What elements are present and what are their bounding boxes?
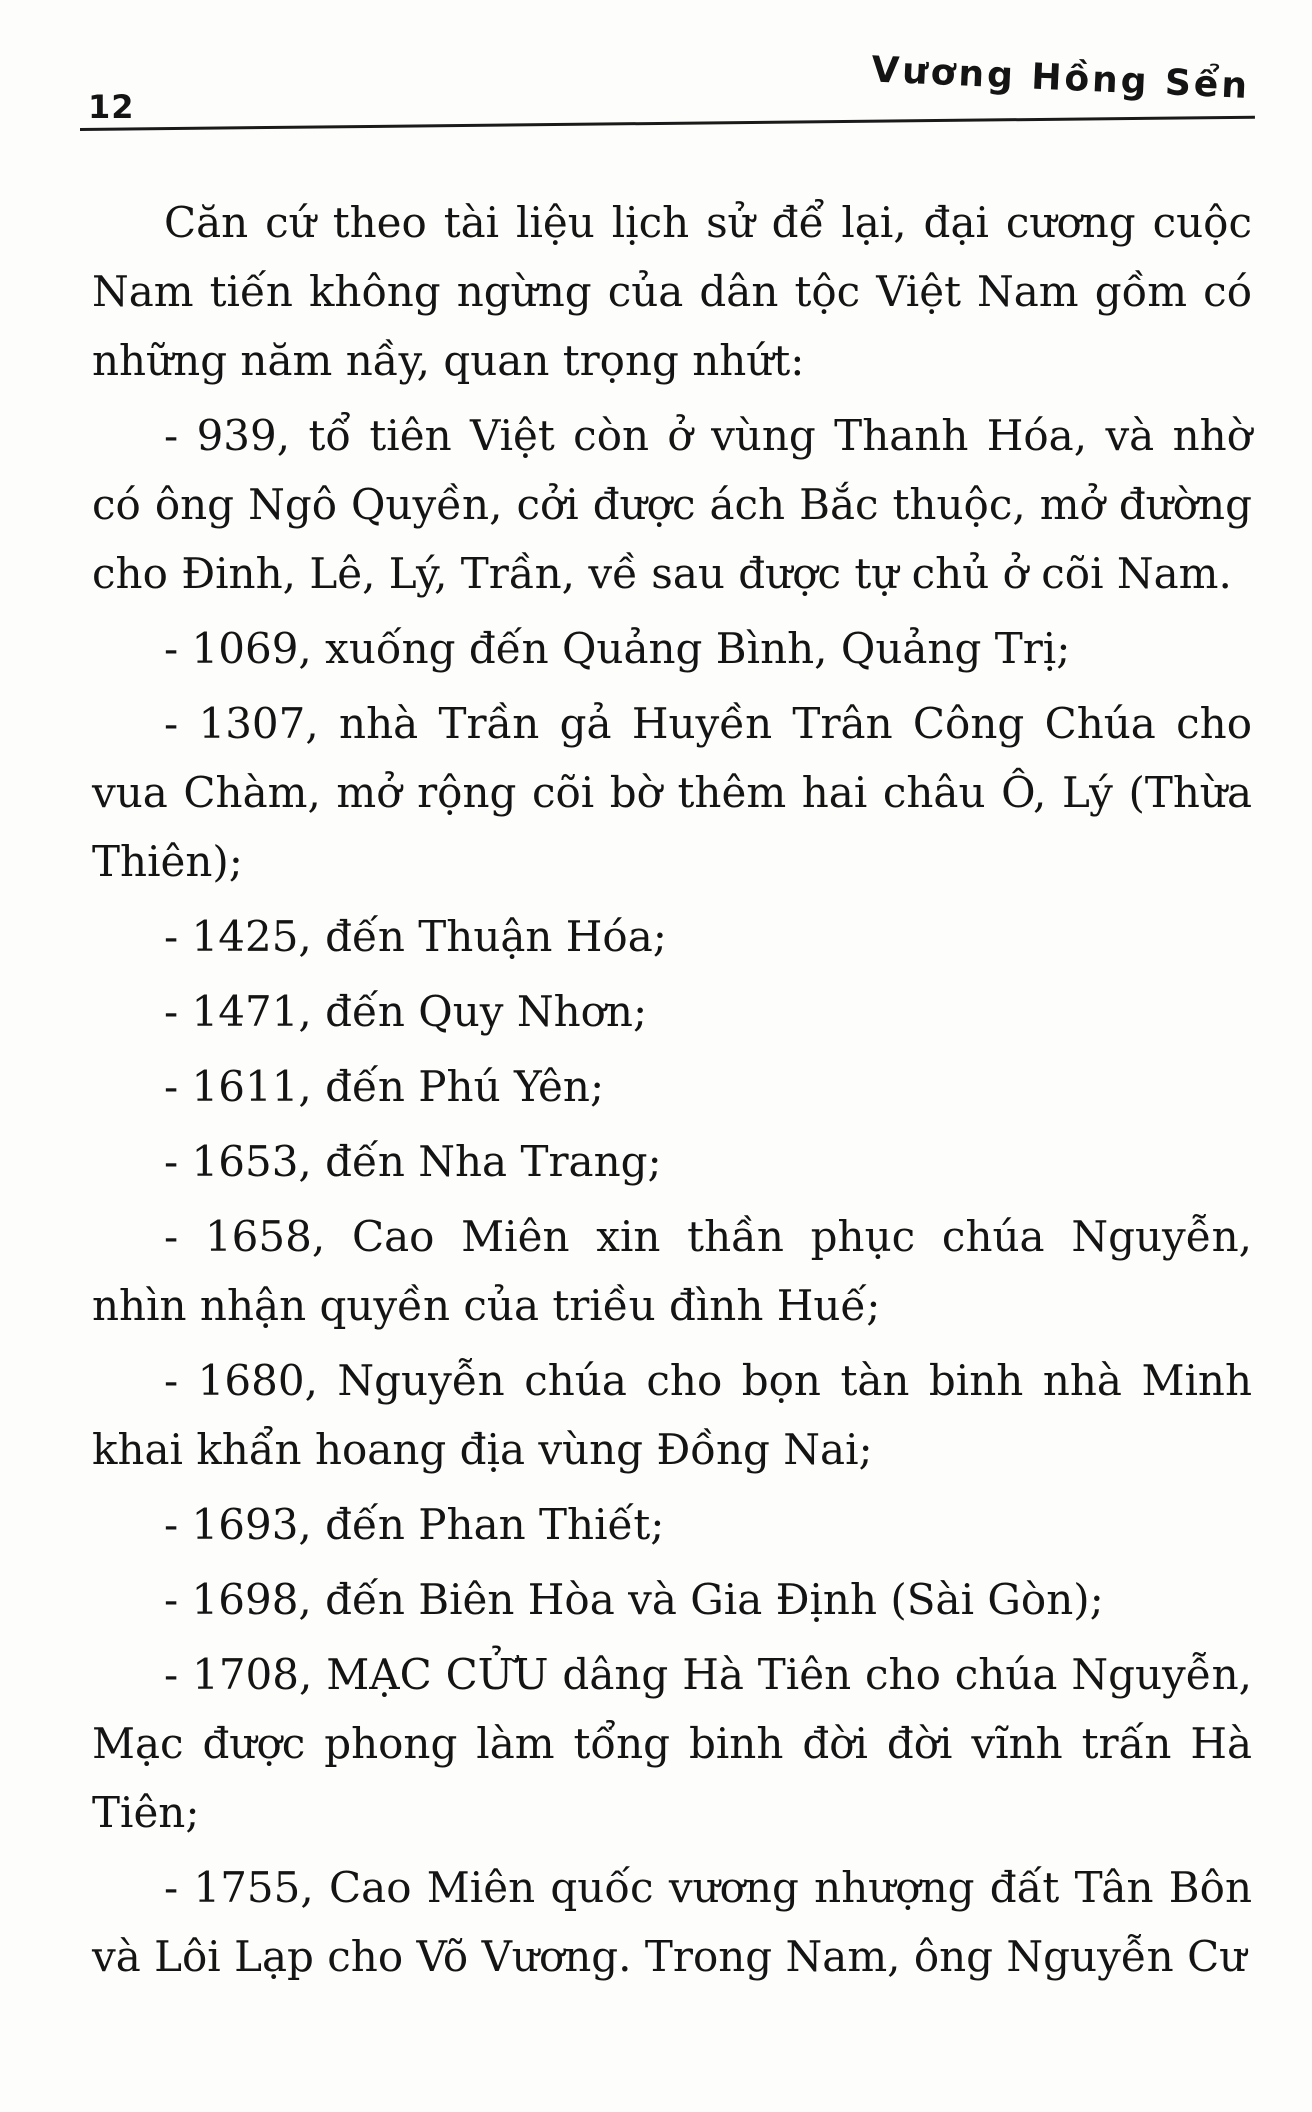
- paragraph-1680: - 1680, Nguyễn chúa cho bọn tàn binh nhà Minh khai khẩn hoang địa vùng Đồng Nai;: [92, 1356, 1252, 1474]
- paragraph-1069: - 1069, xuống đến Quảng Bình, Quảng Trị;: [164, 624, 1071, 673]
- paragraph-1307: - 1307, nhà Trần gả Huyền Trân Công Chúa cho vua Chàm, mở rộng cõi bờ thêm hai châu Ô, Lý (Thừa Thiên);: [92, 699, 1252, 886]
- paragraph-intro: Căn cứ theo tài liệu lịch sử để lại, đại cương cuộc Nam tiến không ngừng của dân tộc Việt Nam gồm có những năm nầy, quan trọng nhứt:: [92, 198, 1252, 385]
- paragraph-1658: - 1658, Cao Miên xin thần phục chúa Nguyễn, nhìn nhận quyền của triều đình Huế;: [92, 1212, 1252, 1330]
- paragraph-1653: - 1653, đến Nha Trang;: [164, 1137, 662, 1186]
- paragraph-1425: - 1425, đến Thuận Hóa;: [164, 912, 667, 961]
- paragraph-1471: - 1471, đến Quy Nhơn;: [164, 987, 648, 1036]
- paragraph-1611: - 1611, đến Phú Yên;: [164, 1062, 605, 1111]
- paragraph-1698: - 1698, đến Biên Hòa và Gia Định (Sài Gòn);: [164, 1575, 1104, 1624]
- page-number: 12: [88, 88, 135, 126]
- paragraph-939: - 939, tổ tiên Việt còn ở vùng Thanh Hóa, và nhờ có ông Ngô Quyền, cởi được ách Bắc thuộc, mở đường cho Đinh, Lê, Lý, Trần, về sau được tự chủ ở cõi Nam.: [92, 411, 1252, 598]
- paragraph-1708: - 1708, MẠC CỬU dâng Hà Tiên cho chúa Nguyễn, Mạc được phong làm tổng binh đời đời vĩnh trấn Hà Tiên;: [92, 1650, 1252, 1837]
- paragraph-1693: - 1693, đến Phan Thiết;: [164, 1500, 665, 1549]
- paragraph-1755: - 1755, Cao Miên quốc vương nhượng đất Tân Bôn và Lôi Lạp cho Võ Vương. Trong Nam, ông Nguyễn Cư: [92, 1863, 1252, 1981]
- body-text: [92, 188, 1252, 1997]
- page-header: [80, 49, 1251, 138]
- header-rule: [80, 116, 1255, 131]
- running-title: Vương Hồng Sển: [870, 49, 1251, 107]
